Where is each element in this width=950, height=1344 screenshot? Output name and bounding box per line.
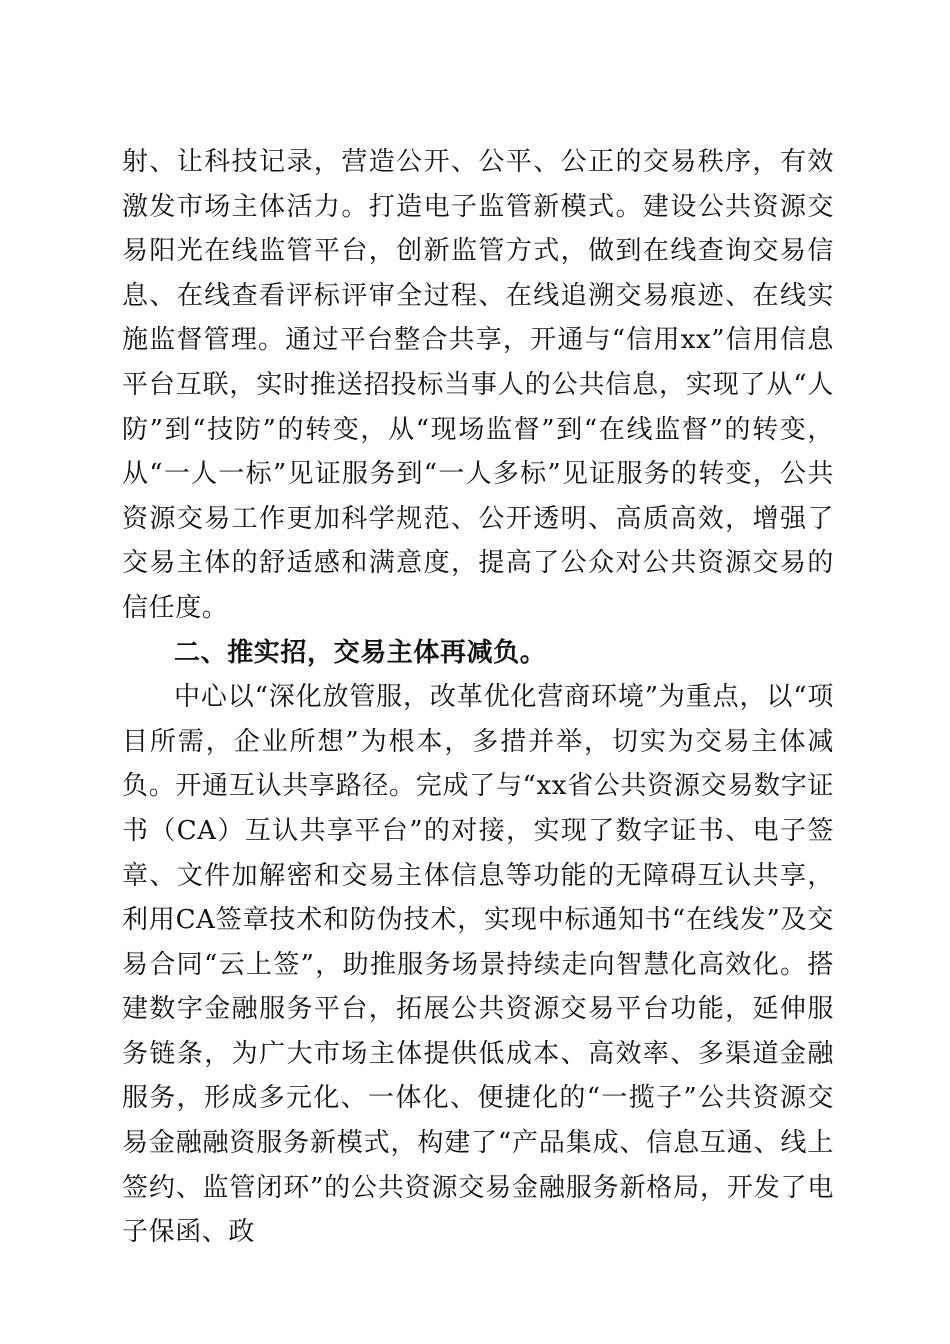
body-text (122, 140, 834, 1255)
section-heading: 二、推实招，交易主体再减负。 (174, 637, 547, 668)
paragraph-section-two: 中心以“深化放管服，改革优化营商环境”为重点，以“项目所需，企业所想”为根本，多措并举，切实为交易主体减负。开通互认共享路径。完成了与“xx省公共资源交易数字证书（CA）互认共享平台”的对接，实现了数字证书、电子签章、文件加解密和交易主体信息等功能的无障碍互认共享，利用CA签章技术和防伪技术，实现中标通知书“在线发”及交易合同“云上签”，助推服务场景持续走向智慧化高效化。搭建数字金融服务平台，拓展公共资源交易平台功能，延伸服务链条，为广大市场主体提供低成本、高效率、多渠道金融服务，形成多元化、一体化、便捷化的“一揽子”公共资源交易金融融资服务新模式，构建了“产品集成、信息互通、线上签约、监管闭环”的公共资源交易金融服务新格局，开发了电子保函、政 (122, 682, 834, 1248)
paragraph-continuation: 射、让科技记录，营造公开、公平、公正的交易秩序，有效激发市场主体活力。打造电子监管新模式。建设公共资源交易阳光在线监管平台，创新监管方式，做到在线查询交易信息、在线查看评标评审全过程、在线追溯交易痕迹、在线实施监督管理。通过平台整合共享，开通与“信用xx”信用信息平台互联，实时推送招投标当事人的公共信息，实现了从“人防”到“技防”的转变，从“现场监督”到“在线监督”的转变，从“一人一标”见证服务到“一人多标”见证服务的转变，公共资源交易工作更加科学规范、公开透明、高质高效，增强了交易主体的舒适感和满意度，提高了公众对公共资源交易的信任度。 (122, 147, 834, 623)
